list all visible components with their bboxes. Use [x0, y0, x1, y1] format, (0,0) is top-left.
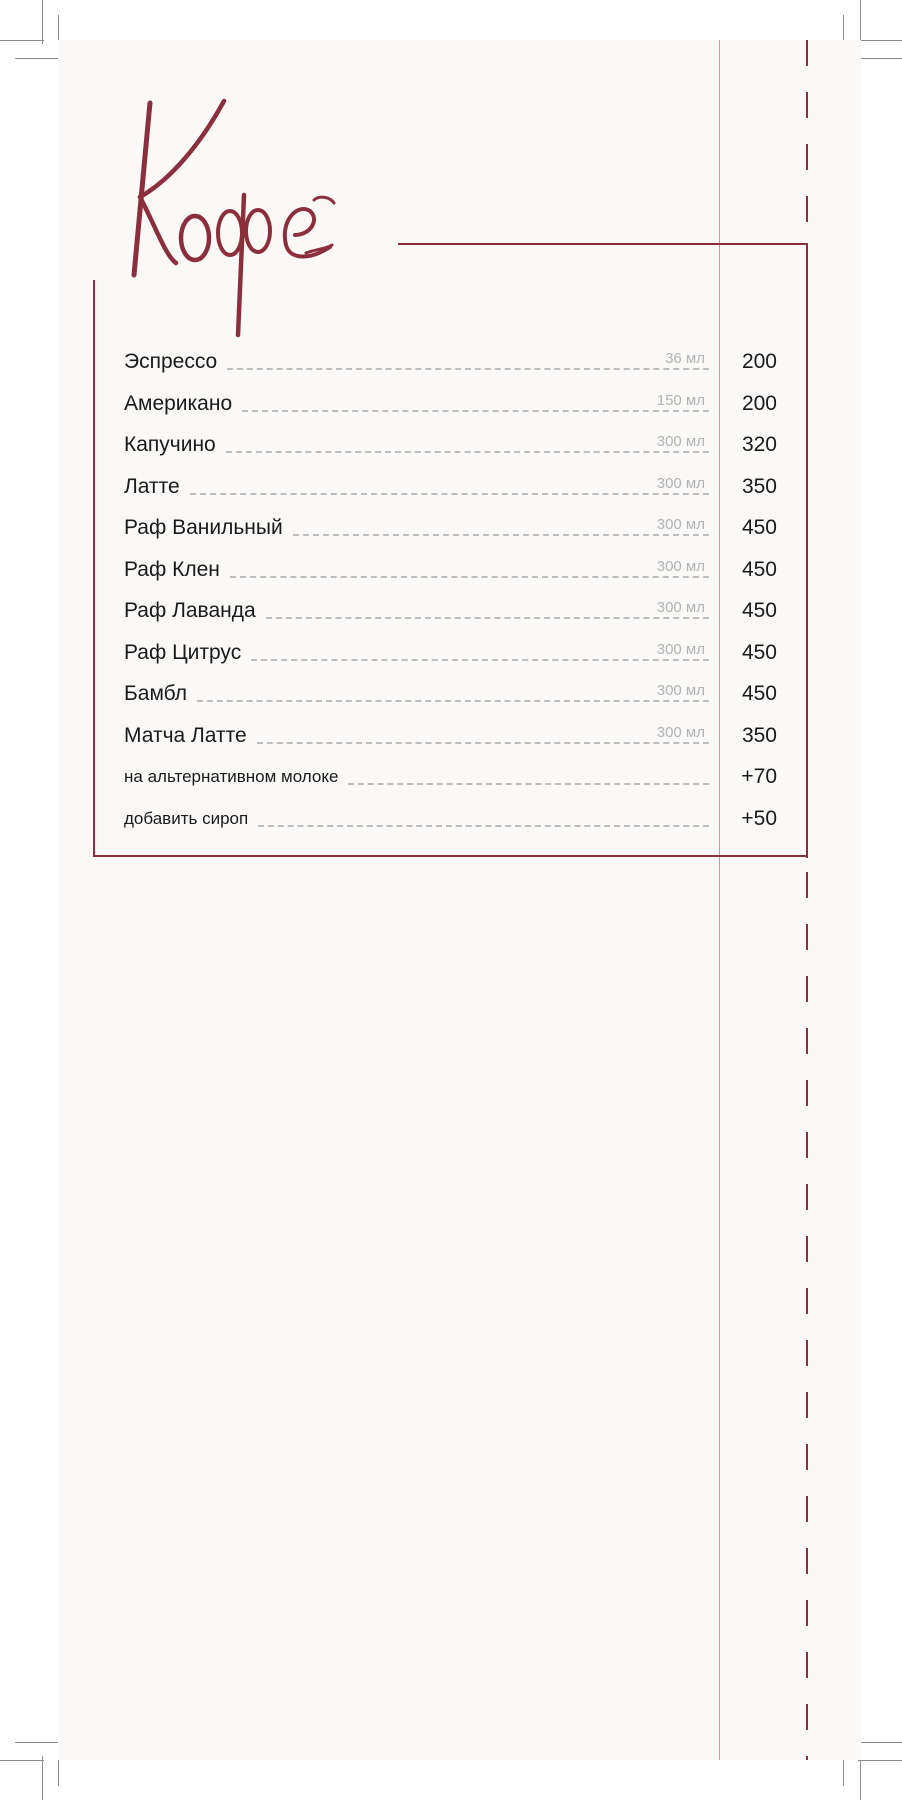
menu-item-raf-vanilla	[124, 508, 777, 550]
crop-mark	[858, 58, 902, 59]
menu-extra-price: +70	[741, 765, 777, 788]
dotted-leader	[257, 742, 709, 744]
crop-mark	[15, 1742, 59, 1743]
dotted-leader	[348, 783, 709, 785]
menu-item-price: 350	[741, 474, 777, 498]
menu-item-price: 450	[741, 557, 777, 581]
menu-item-cappuccino	[124, 425, 777, 467]
crop-mark	[860, 0, 861, 44]
menu-item-name: Раф Клен	[124, 550, 230, 590]
menu-item-volume: 300 мл	[653, 558, 709, 575]
crop-mark	[15, 58, 59, 59]
menu-title	[120, 85, 350, 345]
menu-item-name: Капучино	[124, 425, 226, 465]
menu-item-price: 450	[741, 599, 777, 622]
dotted-leader	[227, 368, 709, 370]
dotted-leader	[226, 451, 709, 453]
handwritten-title-logo	[120, 85, 350, 345]
menu-item-price: 320	[741, 433, 777, 456]
menu-item-price: 200	[741, 350, 777, 373]
menu-item-name: Раф Лаванда	[124, 591, 266, 631]
menu-item-volume: 300 мл	[653, 599, 709, 616]
menu-frame-right	[806, 244, 808, 858]
dotted-leader	[190, 493, 709, 495]
menu-item-volume: 150 мл	[653, 392, 709, 409]
dotted-leader	[293, 534, 709, 536]
menu-item-volume: 300 мл	[653, 433, 709, 450]
crop-mark	[0, 1760, 44, 1761]
menu-item-price: 450	[741, 640, 777, 664]
menu-item-volume: 300 мл	[653, 516, 709, 533]
menu-item-name: Бамбл	[124, 674, 197, 714]
menu-item-name: Американо	[124, 384, 242, 424]
dotted-leader	[230, 576, 709, 578]
menu-extra-syrup	[124, 799, 777, 841]
menu-frame-top-rule	[398, 243, 808, 245]
menu-item-volume: 300 мл	[653, 682, 709, 699]
crop-mark	[42, 0, 43, 44]
menu-item-name: Эспрессо	[124, 342, 227, 382]
dotted-leader	[197, 700, 709, 702]
menu-item-volume: 300 мл	[653, 641, 709, 658]
menu-item-raf-citrus	[124, 633, 777, 675]
menu-item-price: 200	[741, 391, 777, 415]
menu-item-volume: 300 мл	[653, 475, 709, 492]
dotted-leader	[266, 617, 709, 619]
menu-item-price: 450	[741, 516, 777, 539]
crop-mark	[858, 1760, 902, 1761]
dotted-leader	[251, 659, 709, 661]
dotted-leader	[258, 825, 709, 827]
crop-mark	[0, 40, 44, 41]
crop-mark	[858, 1742, 902, 1743]
menu-item-name: Латте	[124, 467, 190, 507]
menu-item-espresso	[124, 342, 777, 384]
menu-item-matcha-latte	[124, 716, 777, 758]
crop-mark	[860, 1756, 861, 1800]
crop-mark	[858, 40, 902, 41]
menu-item-volume: 36 мл	[661, 350, 709, 367]
menu-item-bumble	[124, 674, 777, 716]
menu-item-latte	[124, 467, 777, 509]
menu-item-raf-maple	[124, 550, 777, 592]
menu-item-raf-lavender	[124, 591, 777, 633]
menu-item-price: 350	[741, 723, 777, 747]
menu-list	[124, 342, 777, 840]
dotted-leader	[242, 410, 709, 412]
menu-extra-name: на альтернативном молоке	[124, 757, 348, 797]
menu-item-name: Раф Цитрус	[124, 633, 251, 673]
crop-mark	[42, 1756, 43, 1800]
menu-extra-name: добавить сироп	[124, 799, 258, 839]
menu-item-americano	[124, 384, 777, 426]
menu-extra-price: +50	[741, 806, 777, 830]
menu-item-volume: 300 мл	[653, 724, 709, 741]
menu-item-price: 450	[741, 682, 777, 705]
menu-extra-alt-milk	[124, 757, 777, 799]
menu-item-name: Матча Латте	[124, 716, 257, 756]
menu-item-name: Раф Ванильный	[124, 508, 293, 548]
